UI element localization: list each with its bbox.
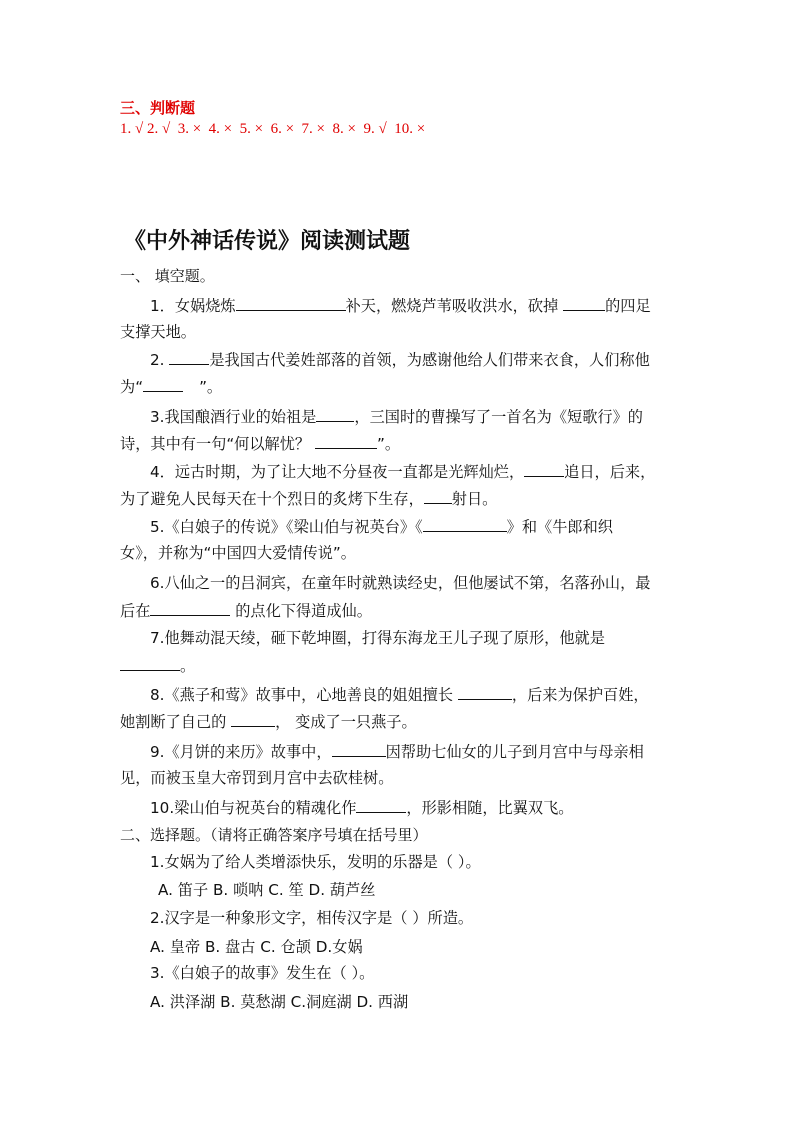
answer-blank[interactable]	[524, 461, 564, 477]
choice-question-2: 2.汉字是一种象形文字，相传汉字是（ ）所造。	[150, 909, 474, 927]
section-heading-multiple-choice: 二、选择题。（请将正确答案序号填在括号里）	[120, 826, 428, 844]
question-5-line-1: 5.《白娘子的传说》《梁山伯与祝英台》《 》和《牛郎和织	[150, 518, 613, 536]
question-9-line-1: 9.《月饼的来历》故事中， 因帮助七仙女的儿子到月宫中与母亲相	[150, 743, 644, 761]
choice-question-2-options: A. 皇帝 B. 盘古 C. 仓颉 D.女娲	[150, 938, 363, 956]
question-7-line-2: 。	[120, 655, 195, 676]
answer-blank[interactable]	[120, 655, 180, 671]
question-4-line-1: 4．远古时期，为了让大地不分昼夜一直都是光辉灿烂， 追日，后来，	[150, 463, 656, 481]
answer-blank[interactable]	[563, 295, 605, 311]
answer-blank[interactable]	[423, 516, 507, 532]
choice-question-1: 1.女娲为了给人类增添快乐，发明的乐器是（ ）。	[150, 853, 481, 871]
question-3-line-2: 诗，其中有一句“何以解忧？ ”。	[120, 435, 401, 453]
answer-blank[interactable]	[315, 433, 377, 449]
section-heading-fill-in: 一、 填空题。	[120, 267, 215, 285]
answer-blank[interactable]	[316, 406, 354, 422]
answer-blank[interactable]	[169, 349, 209, 365]
answer-blank[interactable]	[150, 600, 230, 616]
question-3-line-1: 3.我国酿酒行业的始祖是 ，三国时的曹操写了一首名为《短歌行》的	[150, 408, 643, 426]
question-6-line-2: 后在 的点化下得道成仙。	[120, 602, 372, 620]
answer-key-line: 1. √ 2. √ 3. × 4. × 5. × 6. × 7. × 8. × 9. √ 10. ×	[120, 121, 426, 137]
answer-blank[interactable]	[356, 797, 406, 813]
question-2-line-1: 2. 是我国古代姜姓部落的首领，为感谢他给人们带来衣食，人们称他	[150, 351, 650, 369]
question-2-line-2: 为“ ”。	[120, 378, 223, 396]
choice-question-3: 3.《白娘子的故事》发生在（ ）。	[150, 964, 375, 982]
answer-blank[interactable]	[332, 741, 386, 757]
answer-blank[interactable]	[236, 295, 346, 311]
question-1-line-2: 支撑天地。	[120, 323, 196, 341]
question-10-line-1: 10.梁山伯与祝英台的精魂化作 ，形影相随，比翼双飞。	[150, 799, 574, 817]
choice-question-1-options: A. 笛子 B. 唢呐 C. 笙 D. 葫芦丝	[158, 881, 376, 899]
question-6-line-1: 6.八仙之一的吕洞宾，在童年时就熟读经史，但他屡试不第，名落孙山，最	[150, 574, 651, 592]
page-title: 《中外神话传说》阅读测试题	[124, 228, 411, 254]
question-9-line-2: 见，而被玉皇大帝罚到月宫中去砍桂树。	[120, 769, 394, 787]
question-7-line-1: 7.他舞动混天绫，砸下乾坤圈，打得东海龙王儿子现了原形，他就是	[150, 629, 605, 647]
question-5-line-2: 女》，并称为“中国四大爱情传说”。	[120, 544, 356, 562]
question-4-line-2: 为了避免人民每天在十个烈日的炙烤下生存， 射日。	[120, 490, 498, 508]
answer-blank[interactable]	[424, 488, 452, 504]
answer-blank[interactable]	[231, 711, 275, 727]
choice-question-3-options: A. 洪泽湖 B. 莫愁湖 C.洞庭湖 D. 西湖	[150, 993, 409, 1011]
answer-blank[interactable]	[143, 376, 183, 392]
question-8-line-2: 她割断了自己的 ， 变成了一只燕子。	[120, 713, 417, 731]
question-8-line-1: 8.《燕子和莺》故事中，心地善良的姐姐擅长 ，后来为保护百姓，	[150, 686, 649, 704]
answer-blank[interactable]	[458, 684, 512, 700]
answer-section-heading: 三、判断题	[120, 99, 196, 117]
question-1-line-1: 1．女娲烧炼 补天，燃烧芦苇吸收洪水，砍掉 的四足	[150, 297, 651, 315]
